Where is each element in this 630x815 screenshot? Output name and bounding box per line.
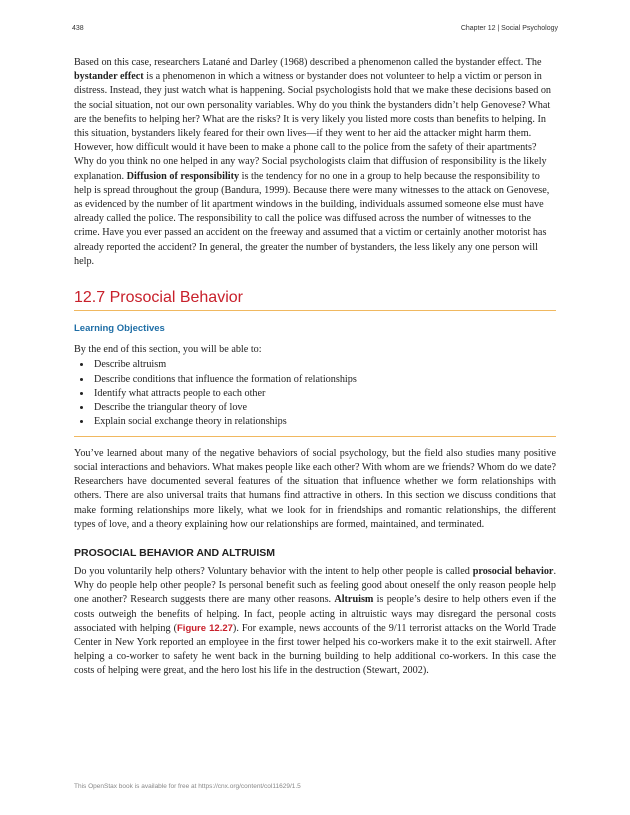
altruism-text-4: ). For example, news accounts of the 9/11 terrorist attacks on the World Trade Center in New York reported an employee in the first tower helped his co-workers make it to the exit stairwell. After helping a co-worker to safety he went back in the burning building to help additional co-workers. In this case the costs of helping were great, and the hero lost his life in the destruction (Stewart, 2002).	[74, 622, 556, 677]
section-title: 12.7 Prosocial Behavior	[74, 289, 243, 307]
term-altruism: Altruism	[334, 594, 374, 606]
objective-item: • Explain social exchange theory in relationships	[92, 415, 556, 429]
overview-paragraph: You’ve learned about many of the negative behaviors of social psychology, but the field also studies many positive social interactions and behaviors. What makes people like each other? With whom are we friends? Whom do we date? Researchers have documented several features of the situation that influence whether we form relationships with others. There are also universal traits that humans find attractive in others. In this section we discuss conditions that make forming relationships more likely, what we look for in friendships and romantic relationships, the different types of love, and a theory explaining how our relationships are formed, maintained, and terminated.	[74, 447, 556, 530]
altruism-text-2: . Why do people help other people? Is personal benefit such as feeling good about oneself the only reason people help one another? Research suggests there are many other reasons.	[74, 565, 556, 606]
objective-item: • Describe the triangular theory of love	[92, 401, 556, 415]
altruism-text-1: Do you voluntarily help others? Voluntary behavior with the intent to help other people is called	[74, 565, 473, 577]
term-prosocial-behavior: prosocial behavior	[472, 565, 554, 577]
objective-item: • Describe altruism	[92, 358, 556, 372]
page-number: 438	[72, 25, 84, 32]
page-footer: This OpenStax book is available for free at https://cnx.org/content/col11629/1.5	[74, 783, 301, 790]
term-bystander-effect: bystander effect	[74, 71, 144, 83]
objective-item: • Describe conditions that influence the formation of relationships	[92, 373, 556, 387]
learning-objectives-rule	[74, 436, 556, 437]
intro-paragraph	[74, 56, 556, 269]
objective-item: • Identify what attracts people to each other	[92, 387, 556, 401]
figure-link[interactable]: Figure 12.27	[177, 622, 233, 634]
running-header	[72, 25, 558, 39]
intro-text-1: Based on this case, researchers Latané and Darley (1968) described a phenomenon called the bystander effect. The	[74, 57, 542, 68]
page-content	[74, 56, 556, 679]
altruism-paragraph	[74, 565, 556, 679]
chapter-title: Chapter 12 | Social Psychology	[460, 25, 558, 32]
learning-objectives-intro: By the end of this section, you will be able to:	[74, 344, 262, 356]
learning-objectives-list	[74, 358, 556, 429]
learning-objectives-heading: Learning Objectives	[74, 323, 165, 335]
section-title-rule	[74, 310, 556, 311]
altruism-text-3: is people’s desire to help others even if the costs outweigh the benefits of helping. In fact, people acting in altruistic ways may disregard the personal costs associated with helping (	[74, 594, 556, 634]
subsection-title: PROSOCIAL BEHAVIOR AND ALTRUISM	[74, 546, 276, 559]
intro-text-2: is a phenomenon in which a witness or bystander does not volunteer to help a victim or person in distress. Instead, they just watch what is happening. Social psychologists hold that we make these decisions based on the social situation, not our own personality variables. Why do you think the bystanders didn’t help Genovese? What are the benefits to helping her? What are the risks? It is very likely you listed more costs than benefits to helping. In this situation, bystanders likely feared for their own lives—if they went to her aid the attacker might harm them. However, how difficult would it have been to make a phone call to the police from the safety of their apartments? Why do you think no one helped in any way? Social psychologists claim that diffusion of responsibility is the likely explanation.	[74, 71, 552, 182]
term-diffusion-of-responsibility: Diffusion of responsibility	[126, 170, 240, 182]
intro-text-3: is the tendency for no one in a group to help because the responsibility to help is spread throughout the group (Bandura, 1999). Because there were many witnesses to the attack on Genovese, as evidenced by the number of lit apartment windows in the building, individuals assumed someone else must have already called the police. The responsibility to call the police was diffused across the number of witnesses to the crime. Have you ever passed an accident on the freeway and assumed that a victim or certainly another motorist has already reported the accident? In general, the greater the number of bystanders, the less likely any one person will help.	[74, 170, 550, 267]
